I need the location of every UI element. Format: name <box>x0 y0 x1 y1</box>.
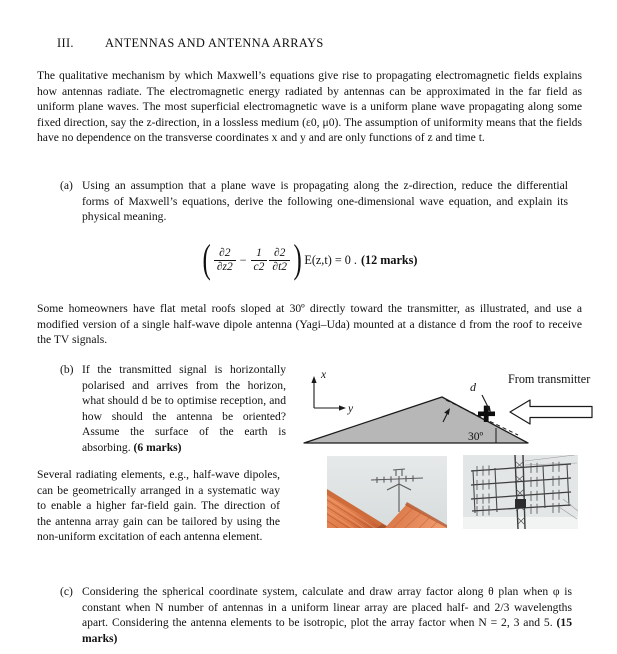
section-title: ANTENNAS AND ANTENNA ARRAYS <box>105 36 324 50</box>
transmitter-hollow-arrow <box>510 400 592 424</box>
axis-x-arrowhead <box>311 376 316 383</box>
question-a <box>60 178 568 225</box>
equation-rhs: E(z,t) = 0 . <box>304 252 357 267</box>
array-mast-box <box>515 499 526 508</box>
antenna-array-photo <box>463 455 578 529</box>
from-transmitter-label: From transmitter <box>508 372 591 386</box>
array-photo-ground <box>463 517 578 529</box>
wave-equation <box>0 236 617 281</box>
frac2b-denominator: ∂t2 <box>269 260 290 274</box>
question-b-marks: (6 marks) <box>133 440 182 454</box>
frac2b-numerator: ∂2 <box>274 247 286 259</box>
equation-fraction-space <box>214 247 236 273</box>
section-heading <box>57 36 324 51</box>
question-b-text <box>82 362 286 456</box>
frac2a-numerator: 1 <box>256 247 262 259</box>
axis-y-label: y <box>348 403 354 415</box>
frac2a-denominator: c2 <box>251 260 268 274</box>
frac1-denominator: ∂z2 <box>214 260 236 274</box>
equation-operator: − <box>239 252 247 267</box>
roof-schematic-diagram <box>296 366 602 454</box>
equation-right-paren: ) <box>293 236 302 281</box>
question-a-label: (a) <box>60 179 73 192</box>
question-c-text <box>82 584 572 646</box>
d-label: d <box>470 380 476 394</box>
question-b <box>60 362 286 456</box>
axis-y-arrowhead <box>339 405 346 410</box>
equation-fraction-invc2 <box>251 247 268 273</box>
question-c-label: (c) <box>60 585 73 598</box>
frac1-numerator: ∂2 <box>219 247 231 259</box>
question-a-text: Using an assumption that a plane wave is propagating along the z-direction, reduce the differential forms of Maxwell’s equations, derive the following one-dimensional wave equation, and explain its physical meaning. <box>82 179 568 224</box>
several-elements-paragraph: Several radiating elements, e.g., half-wave dipoles, can be geometrically arranged in a systematic way to enable a higher far-field gain. The direction of the antenna array gain can be tailored by using the non-uniform excitation of each antenna element. <box>37 468 280 544</box>
question-c-body: Considering the spherical coordinate system, calculate and draw array factor along θ plan when φ is constant when N number of antennas in a uniform linear array are placed half- and 2/3 wavelengths apart. Considering the antenna elements to be isotropic, plot the array factor when N = 2, 3 and 5. <box>82 585 572 630</box>
equation-body <box>200 236 418 281</box>
equation-left-paren: ( <box>202 236 211 281</box>
intro-paragraph: The qualitative mechanism by which Maxwell’s equations give rise to propagating electromagnetic fields explains how antennas radiate. The electromagnetic energy radiated by antennas can be approximated in the far field as uniform plane waves. The most superficial electromagnetic wave is a uniform plane wave propagating along some fixed direction, say the z-direction, in a lossless medium (ε0, μ0). The assumption of uniformity means that the fields have no dependence on the transverse coordinates x and y and are only functions of z and time t. <box>37 69 582 145</box>
section-numeral: III. <box>57 36 74 50</box>
roof-antenna-photo <box>327 456 447 528</box>
equation-marks: (12 marks) <box>360 252 418 267</box>
equation-fraction-time <box>269 247 290 273</box>
question-b-body: If the transmitted signal is horizontally polarised and arrives from the horizon, what should d be to optimise reception, and how should the antenna be oriented? Assume the surface of the earth is absorbing. <box>82 363 286 454</box>
angle-label: 30º <box>468 431 484 443</box>
roof-triangle <box>304 397 528 443</box>
question-b-label: (b) <box>60 363 74 376</box>
roof-paragraph: Some homeowners have flat metal roofs sloped at 30º directly toward the transmitter, as illustrated, and use a modified version of a single half-wave dipole antenna (Yagi–Uda) mounted at a distance d from the roof to receive the TV signals. <box>37 302 582 347</box>
question-c <box>60 584 572 646</box>
question-c-marks: (15 marks) <box>82 616 573 645</box>
axis-x-label: x <box>321 369 327 381</box>
axis-group <box>314 380 342 408</box>
